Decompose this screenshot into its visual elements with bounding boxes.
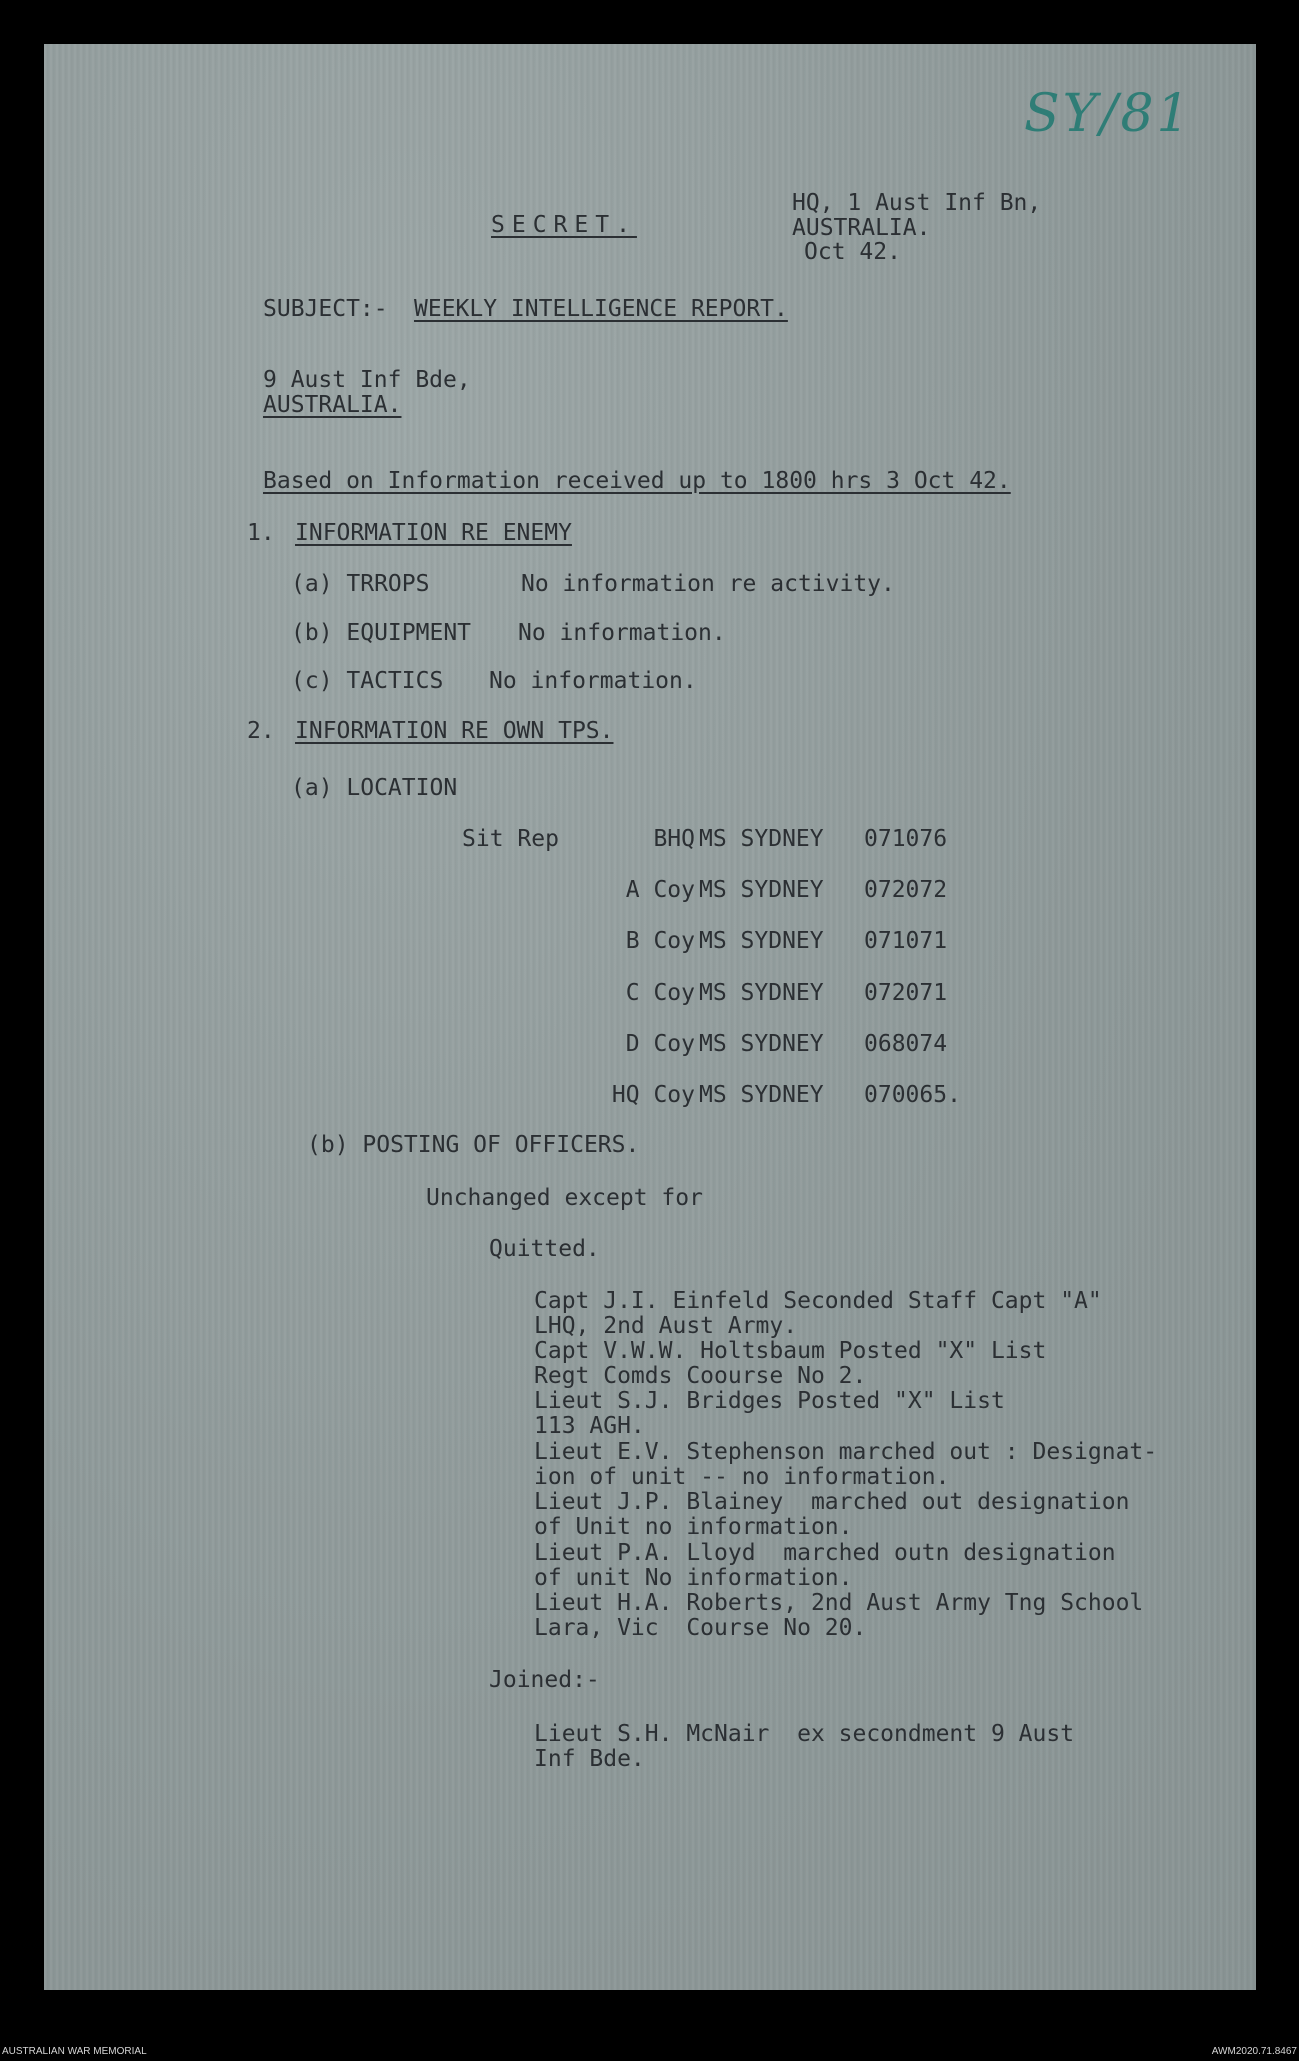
location-unit: A Coy: [625, 877, 695, 903]
location-ref: 072071: [864, 980, 948, 1006]
location-ref: 068074: [864, 1031, 948, 1057]
section-2-number: 2.: [247, 718, 275, 744]
quitted-line: Lara, Vic Course No 20.: [534, 1615, 867, 1641]
quitted-line: Lieut P.A. Lloyd marched outn designation: [534, 1540, 1116, 1566]
enemy-item-text: No information.: [518, 620, 726, 646]
quitted-line: Regt Comds Coourse No 2.: [534, 1363, 867, 1389]
joined-line: Lieut S.H. McNair ex secondment 9 Aust: [534, 1721, 1075, 1747]
location-ref: 072072: [864, 877, 948, 903]
location-place: MS SYDNEY: [699, 1031, 824, 1057]
unchanged-line: Unchanged except for: [426, 1185, 703, 1211]
enemy-item-text: No information re activity.: [521, 571, 895, 597]
sit-rep-label: Sit Rep: [462, 826, 559, 852]
location-place: MS SYDNEY: [699, 928, 824, 954]
quitted-line: Capt V.W.W. Holtsbaum Posted "X" List: [534, 1338, 1047, 1364]
from-line-1: HQ, 1 Aust Inf Bn,: [792, 190, 1042, 216]
joined-line: Inf Bde.: [534, 1746, 645, 1772]
location-ref: 071076: [864, 826, 948, 852]
location-unit: C Coy: [625, 980, 695, 1006]
from-line-2: AUSTRALIA.: [792, 215, 931, 241]
quitted-line: Lieut H.A. Roberts, 2nd Aust Army Tng School: [534, 1590, 1144, 1616]
quitted-label: Quitted.: [489, 1236, 600, 1262]
location-place: MS SYDNEY: [699, 980, 824, 1006]
location-ref: 071071: [864, 928, 948, 954]
footer-accession-number: AWM2020.71.8467: [1211, 2046, 1297, 2057]
classification-heading: SECRET.: [491, 212, 637, 238]
footer-institution: AUSTRALIAN WAR MEMORIAL: [2, 2046, 147, 2057]
enemy-item-label: (b) EQUIPMENT: [291, 620, 472, 646]
location-unit: D Coy: [625, 1031, 695, 1057]
quitted-line: LHQ, 2nd Aust Army.: [534, 1313, 798, 1339]
section-1-number: 1.: [247, 520, 275, 546]
location-unit: BHQ: [653, 826, 695, 852]
basis-line: Based on Information received up to 1800 hrs 3 Oct 42.: [263, 468, 1011, 494]
enemy-item-label: (a) TRROPS: [291, 571, 430, 597]
posting-label: (b) POSTING OF OFFICERS.: [307, 1132, 640, 1158]
location-ref: 070065.: [864, 1082, 961, 1108]
quitted-line: ion of unit -- no information.: [534, 1464, 950, 1490]
quitted-line: Capt J.I. Einfeld Seconded Staff Capt "A": [534, 1288, 1102, 1314]
document-page: [44, 44, 1256, 1990]
location-place: MS SYDNEY: [699, 877, 824, 903]
quitted-line: of Unit no information.: [534, 1514, 853, 1540]
quitted-line: 113 AGH.: [534, 1413, 645, 1439]
quitted-line: of unit No information.: [534, 1565, 853, 1591]
addressee-line-1: 9 Aust Inf Bde,: [263, 367, 471, 393]
enemy-item-label: (c) TACTICS: [291, 668, 444, 694]
quitted-line: Lieut E.V. Stephenson marched out : Designat-: [534, 1439, 1158, 1465]
report-date: Oct 42.: [804, 239, 901, 265]
addressee-line-2: AUSTRALIA.: [263, 392, 402, 418]
section-2-heading: INFORMATION RE OWN TPS.: [295, 718, 614, 744]
enemy-item-text: No information.: [489, 668, 697, 694]
subject-label: SUBJECT:-: [263, 296, 388, 322]
location-place: MS SYDNEY: [699, 1082, 824, 1108]
quitted-line: Lieut S.J. Bridges Posted "X" List: [534, 1388, 1005, 1414]
location-unit: HQ Coy: [611, 1082, 695, 1108]
section-1-heading: INFORMATION RE ENEMY: [295, 520, 572, 546]
joined-label: Joined:-: [489, 1667, 600, 1693]
subject-title: WEEKLY INTELLIGENCE REPORT.: [414, 296, 788, 322]
location-unit: B Coy: [625, 928, 695, 954]
location-place: MS SYDNEY: [699, 826, 824, 852]
handwritten-annotation: SY/81: [1024, 84, 1193, 144]
location-label: (a) LOCATION: [291, 775, 458, 801]
quitted-line: Lieut J.P. Blainey marched out designation: [534, 1489, 1130, 1515]
